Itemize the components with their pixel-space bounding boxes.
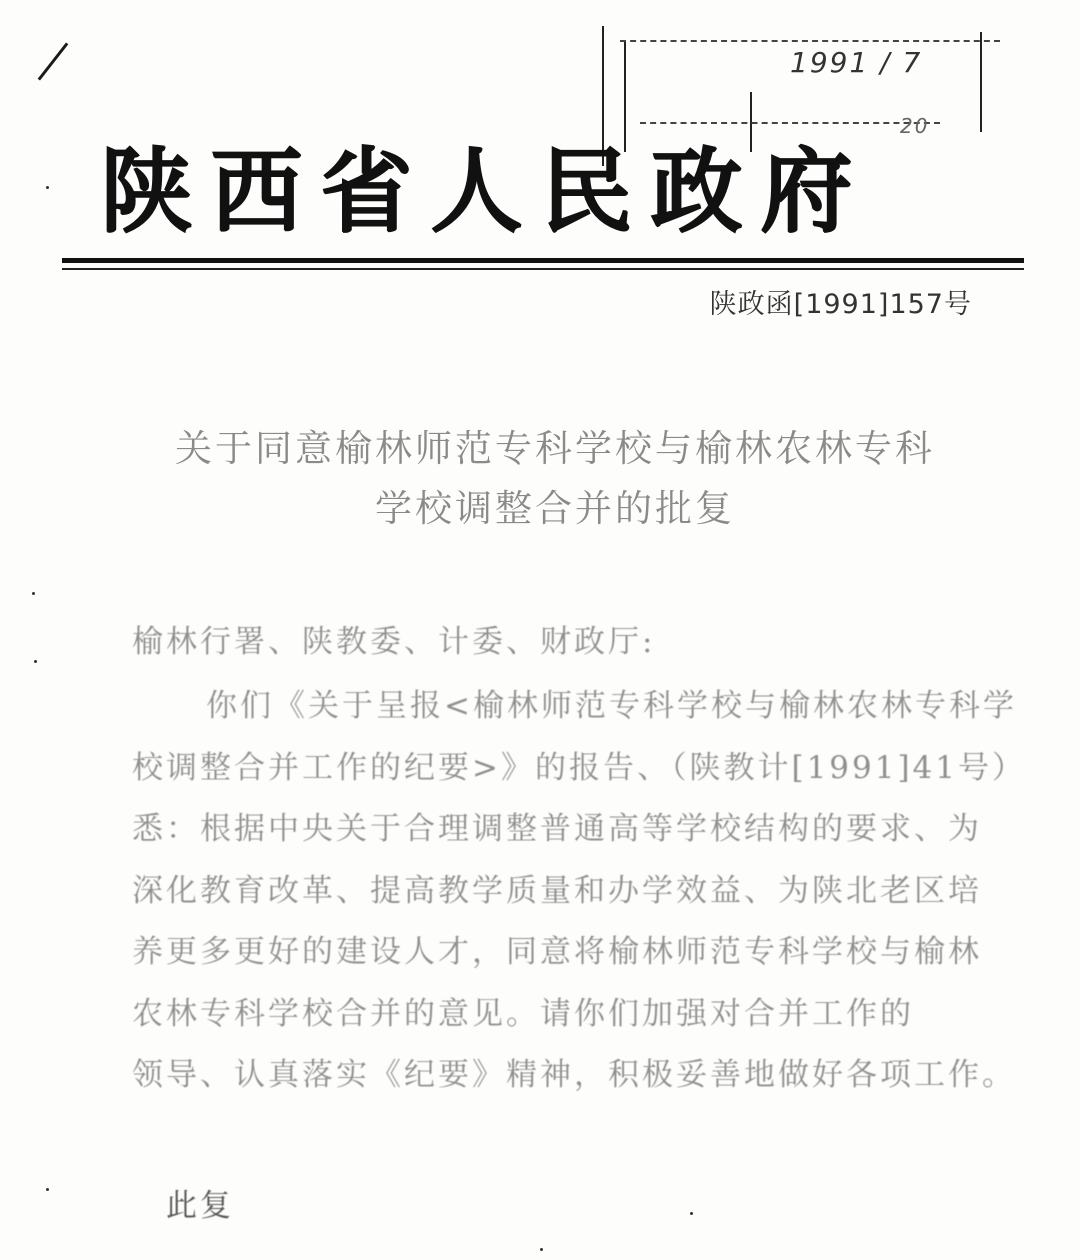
body-line: 你们《关于呈报<榆林师范专科学校与榆林农林专科学 [206, 688, 1017, 724]
scan-speck [46, 186, 49, 189]
body-line: 领导、认真落实《纪要》精神，积极妥善地做好各项工作。 [132, 1057, 1016, 1093]
body-line: 深化教育改革、提高教学质量和办学效益、为陕北老区培 [132, 872, 982, 909]
issuing-authority-masthead: 陕西省人民政府 [100, 138, 871, 245]
body-line: 农林专科学校合并的意见。请你们加强对合并工作的 [132, 995, 914, 1032]
header-rule-thin [62, 268, 1024, 270]
handwritten-number: 20 [900, 114, 930, 138]
handwritten-date: 1991 / 7 [790, 46, 923, 79]
body-line: 悉：根据中央关于合理调整普通高等学校结构的要求、为 [132, 811, 982, 847]
scan-speck [540, 1248, 543, 1251]
document-title-line-1: 关于同意榆林师范专科学校与榆林农林专科 [175, 427, 935, 470]
scan-speck [46, 1188, 49, 1191]
document-title-line-2: 学校调整合并的批复 [375, 487, 735, 530]
document-number: 陕政函[1991]157号 [709, 289, 972, 320]
pen-stroke-mark [38, 42, 69, 80]
body-paragraph [132, 676, 1026, 1107]
scan-speck [32, 592, 35, 595]
closing-phrase: 此复 [166, 1188, 234, 1224]
header-rule-thick [62, 258, 1024, 263]
body-line: 养更多更好的建设人才，同意将榆林师范专科学校与榆林 [132, 934, 982, 970]
scan-speck [34, 660, 37, 663]
body-line: 校调整合并工作的纪要>》的报告、（陕教计[1991]41号） [132, 749, 1026, 786]
addressee: 榆林行署、陕教委、计委、财政厅: [132, 624, 656, 660]
